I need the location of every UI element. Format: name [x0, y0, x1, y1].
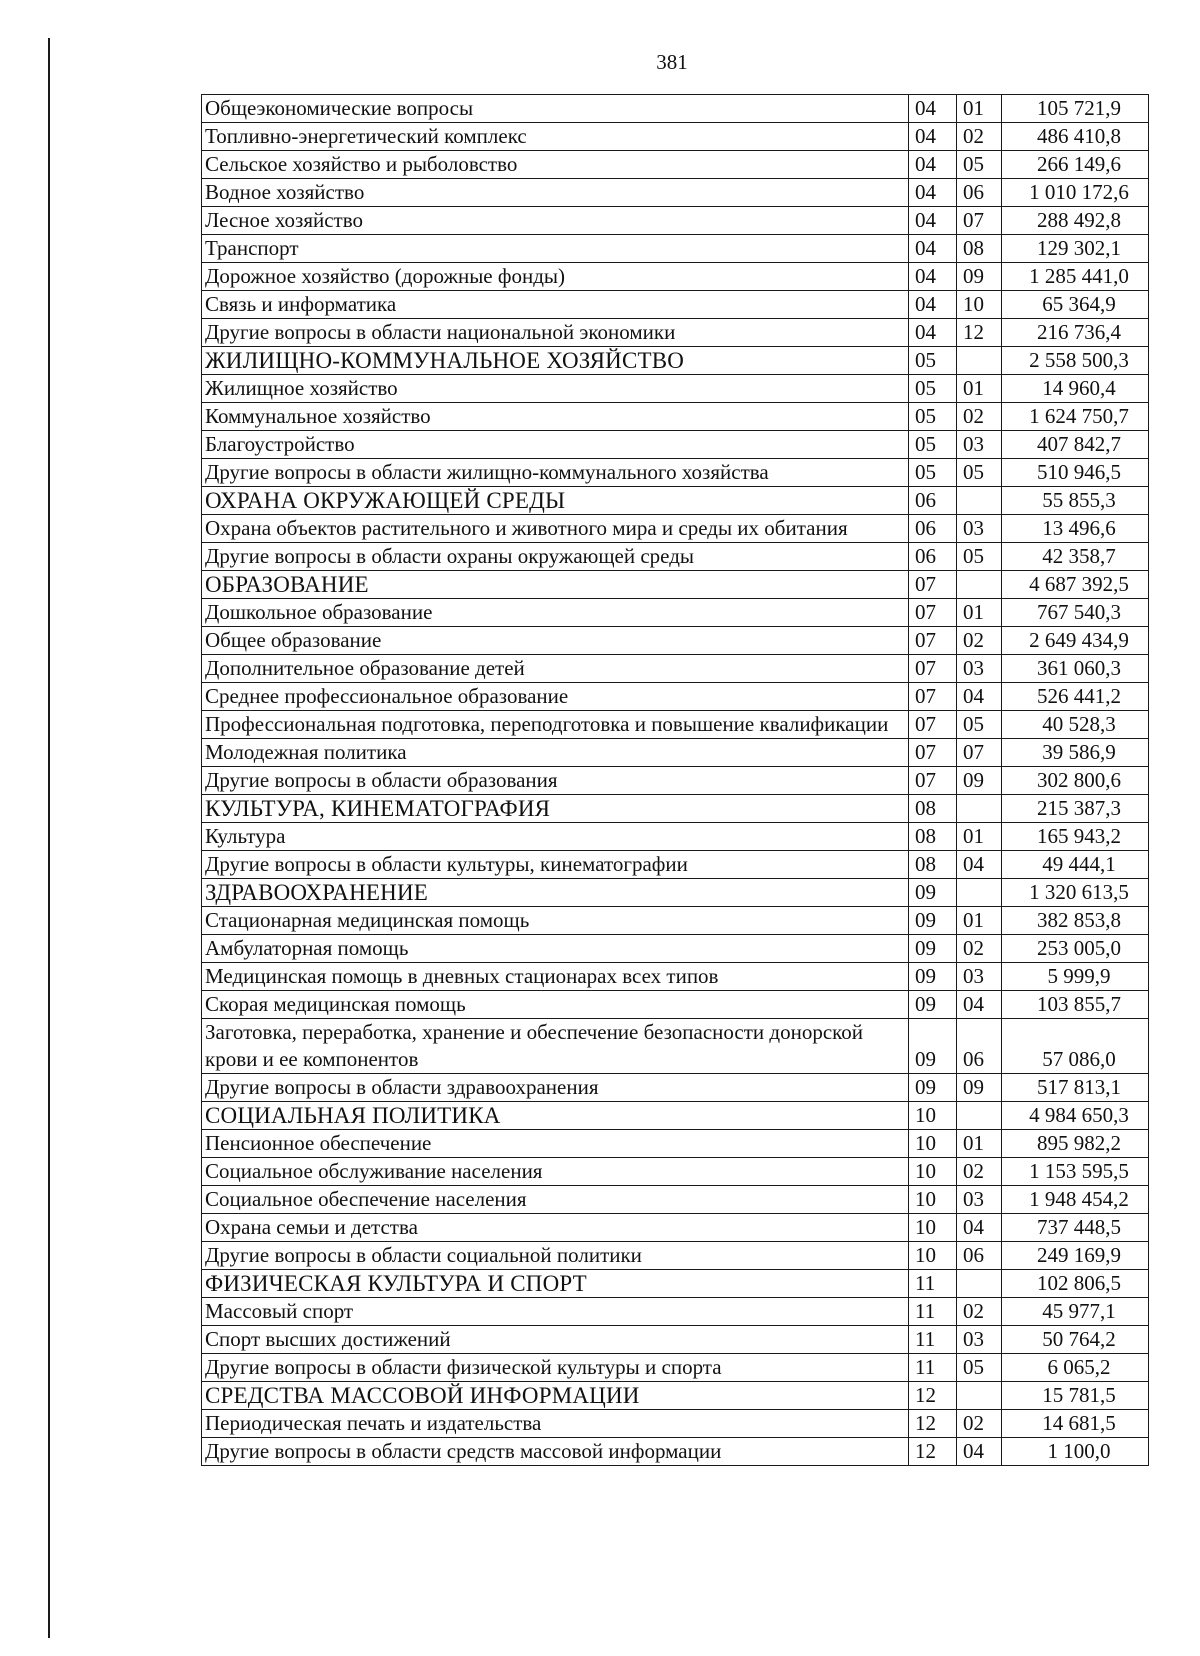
table-row — [202, 991, 1149, 1019]
table-row — [202, 1242, 1149, 1270]
row-section-code-cell: 08 — [909, 795, 957, 823]
row-name-cell: Амбулаторная помощь — [202, 935, 909, 963]
row-name-cell: СРЕДСТВА МАССОВОЙ ИНФОРМАЦИИ — [202, 1382, 909, 1410]
row-name-cell: Скорая медицинская помощь — [202, 991, 909, 1019]
row-section-code-cell: 10 — [909, 1242, 957, 1270]
table-row — [202, 767, 1149, 795]
row-section-code-cell: 10 — [909, 1186, 957, 1214]
row-subsection-code-cell: 05 — [957, 459, 1002, 487]
row-subsection-code-cell: 06 — [957, 1019, 1002, 1074]
row-section-code-cell: 11 — [909, 1326, 957, 1354]
row-subsection-code-cell — [957, 795, 1002, 823]
row-name-cell: Заготовка, переработка, хранение и обеспечение безопасности донорской крови и ее компонентов — [202, 1019, 909, 1074]
row-subsection-code-cell: 05 — [957, 1354, 1002, 1382]
row-amount-cell: 45 977,1 — [1002, 1298, 1149, 1326]
row-amount-cell: 129 302,1 — [1002, 235, 1149, 263]
row-name-cell: ЖИЛИЩНО-КОММУНАЛЬНОЕ ХОЗЯЙСТВО — [202, 347, 909, 375]
table-row — [202, 1438, 1149, 1466]
table-row — [202, 711, 1149, 739]
row-section-code-cell: 04 — [909, 235, 957, 263]
row-section-code-cell: 07 — [909, 571, 957, 599]
row-subsection-code-cell: 10 — [957, 291, 1002, 319]
row-amount-cell: 302 800,6 — [1002, 767, 1149, 795]
row-amount-cell: 1 285 441,0 — [1002, 263, 1149, 291]
table-row — [202, 403, 1149, 431]
row-subsection-code-cell: 05 — [957, 151, 1002, 179]
row-subsection-code-cell: 06 — [957, 179, 1002, 207]
row-amount-cell: 40 528,3 — [1002, 711, 1149, 739]
row-section-code-cell: 04 — [909, 207, 957, 235]
table-row — [202, 543, 1149, 571]
table-row — [202, 823, 1149, 851]
table-row — [202, 1186, 1149, 1214]
table-row — [202, 319, 1149, 347]
section-row — [202, 571, 1149, 599]
row-name-cell: ОБРАЗОВАНИЕ — [202, 571, 909, 599]
row-subsection-code-cell: 07 — [957, 739, 1002, 767]
table-row — [202, 1074, 1149, 1102]
row-section-code-cell: 04 — [909, 179, 957, 207]
table-row — [202, 375, 1149, 403]
table-row — [202, 95, 1149, 123]
row-amount-cell: 510 946,5 — [1002, 459, 1149, 487]
row-subsection-code-cell: 04 — [957, 991, 1002, 1019]
row-section-code-cell: 04 — [909, 263, 957, 291]
row-amount-cell: 2 558 500,3 — [1002, 347, 1149, 375]
row-subsection-code-cell: 09 — [957, 1074, 1002, 1102]
row-amount-cell: 1 320 613,5 — [1002, 879, 1149, 907]
table-row — [202, 1410, 1149, 1438]
row-name-cell: Молодежная политика — [202, 739, 909, 767]
table-row — [202, 179, 1149, 207]
row-amount-cell: 737 448,5 — [1002, 1214, 1149, 1242]
row-section-code-cell: 06 — [909, 487, 957, 515]
row-subsection-code-cell: 03 — [957, 1186, 1002, 1214]
row-amount-cell: 249 169,9 — [1002, 1242, 1149, 1270]
row-name-cell: Другие вопросы в области культуры, кинематографии — [202, 851, 909, 879]
row-name-cell: Профессиональная подготовка, переподготовка и повышение квалификации — [202, 711, 909, 739]
table-row — [202, 459, 1149, 487]
row-section-code-cell: 09 — [909, 1074, 957, 1102]
row-amount-cell: 517 813,1 — [1002, 1074, 1149, 1102]
row-subsection-code-cell: 02 — [957, 1298, 1002, 1326]
section-row — [202, 487, 1149, 515]
table-row — [202, 1019, 1149, 1074]
section-row — [202, 1382, 1149, 1410]
row-section-code-cell: 04 — [909, 95, 957, 123]
table-row — [202, 263, 1149, 291]
row-subsection-code-cell: 09 — [957, 767, 1002, 795]
row-section-code-cell: 12 — [909, 1438, 957, 1466]
row-section-code-cell: 11 — [909, 1270, 957, 1298]
section-row — [202, 347, 1149, 375]
budget-table-body — [202, 95, 1149, 1466]
table-row — [202, 627, 1149, 655]
table-row — [202, 151, 1149, 179]
row-amount-cell: 65 364,9 — [1002, 291, 1149, 319]
row-subsection-code-cell: 02 — [957, 627, 1002, 655]
row-subsection-code-cell: 04 — [957, 851, 1002, 879]
table-row — [202, 1298, 1149, 1326]
section-row — [202, 1102, 1149, 1130]
row-name-cell: СОЦИАЛЬНАЯ ПОЛИТИКА — [202, 1102, 909, 1130]
row-section-code-cell: 12 — [909, 1382, 957, 1410]
row-section-code-cell: 07 — [909, 739, 957, 767]
table-row — [202, 907, 1149, 935]
row-subsection-code-cell: 02 — [957, 403, 1002, 431]
row-name-cell: Общее образование — [202, 627, 909, 655]
row-section-code-cell: 10 — [909, 1214, 957, 1242]
table-row — [202, 935, 1149, 963]
row-section-code-cell: 05 — [909, 403, 957, 431]
table-row — [202, 851, 1149, 879]
row-subsection-code-cell: 01 — [957, 907, 1002, 935]
section-row — [202, 795, 1149, 823]
row-section-code-cell: 08 — [909, 823, 957, 851]
row-subsection-code-cell — [957, 487, 1002, 515]
row-amount-cell: 13 496,6 — [1002, 515, 1149, 543]
row-subsection-code-cell: 01 — [957, 95, 1002, 123]
row-name-cell: Сельское хозяйство и рыболовство — [202, 151, 909, 179]
row-section-code-cell: 07 — [909, 683, 957, 711]
row-name-cell: Благоустройство — [202, 431, 909, 459]
row-name-cell: Связь и информатика — [202, 291, 909, 319]
row-subsection-code-cell — [957, 1270, 1002, 1298]
row-name-cell: Другие вопросы в области средств массовой информации — [202, 1438, 909, 1466]
row-amount-cell: 526 441,2 — [1002, 683, 1149, 711]
row-section-code-cell: 05 — [909, 459, 957, 487]
row-amount-cell: 767 540,3 — [1002, 599, 1149, 627]
table-row — [202, 431, 1149, 459]
row-section-code-cell: 11 — [909, 1298, 957, 1326]
row-name-cell: Коммунальное хозяйство — [202, 403, 909, 431]
row-name-cell: Охрана объектов растительного и животного мира и среды их обитания — [202, 515, 909, 543]
row-subsection-code-cell — [957, 879, 1002, 907]
row-subsection-code-cell: 05 — [957, 543, 1002, 571]
left-margin-rule — [48, 38, 50, 1638]
table-row — [202, 963, 1149, 991]
row-section-code-cell: 09 — [909, 935, 957, 963]
row-subsection-code-cell: 07 — [957, 207, 1002, 235]
row-name-cell: Дорожное хозяйство (дорожные фонды) — [202, 263, 909, 291]
budget-table — [201, 94, 1149, 1466]
table-row — [202, 123, 1149, 151]
row-subsection-code-cell — [957, 347, 1002, 375]
table-row — [202, 1214, 1149, 1242]
row-section-code-cell: 07 — [909, 711, 957, 739]
row-name-cell: Другие вопросы в области охраны окружающей среды — [202, 543, 909, 571]
row-name-cell: Массовый спорт — [202, 1298, 909, 1326]
row-section-code-cell: 09 — [909, 879, 957, 907]
row-amount-cell: 288 492,8 — [1002, 207, 1149, 235]
row-name-cell: Спорт высших достижений — [202, 1326, 909, 1354]
row-subsection-code-cell: 02 — [957, 1158, 1002, 1186]
row-section-code-cell: 11 — [909, 1354, 957, 1382]
row-name-cell: Охрана семьи и детства — [202, 1214, 909, 1242]
row-amount-cell: 6 065,2 — [1002, 1354, 1149, 1382]
row-name-cell: Другие вопросы в области жилищно-коммунального хозяйства — [202, 459, 909, 487]
row-subsection-code-cell: 04 — [957, 1214, 1002, 1242]
row-subsection-code-cell: 01 — [957, 375, 1002, 403]
row-subsection-code-cell — [957, 1102, 1002, 1130]
row-name-cell: КУЛЬТУРА, КИНЕМАТОГРАФИЯ — [202, 795, 909, 823]
row-section-code-cell: 06 — [909, 515, 957, 543]
row-subsection-code-cell: 04 — [957, 683, 1002, 711]
row-amount-cell: 14 681,5 — [1002, 1410, 1149, 1438]
row-amount-cell: 216 736,4 — [1002, 319, 1149, 347]
row-section-code-cell: 04 — [909, 319, 957, 347]
row-name-cell: Периодическая печать и издательства — [202, 1410, 909, 1438]
row-amount-cell: 15 781,5 — [1002, 1382, 1149, 1410]
row-amount-cell: 1 100,0 — [1002, 1438, 1149, 1466]
row-section-code-cell: 04 — [909, 291, 957, 319]
section-row — [202, 879, 1149, 907]
table-row — [202, 1354, 1149, 1382]
table-row — [202, 655, 1149, 683]
row-amount-cell: 57 086,0 — [1002, 1019, 1149, 1074]
row-section-code-cell: 07 — [909, 767, 957, 795]
row-name-cell: ФИЗИЧЕСКАЯ КУЛЬТУРА И СПОРТ — [202, 1270, 909, 1298]
row-subsection-code-cell: 05 — [957, 711, 1002, 739]
row-name-cell: ОХРАНА ОКРУЖАЮЩЕЙ СРЕДЫ — [202, 487, 909, 515]
row-amount-cell: 105 721,9 — [1002, 95, 1149, 123]
row-name-cell: Другие вопросы в области здравоохранения — [202, 1074, 909, 1102]
row-subsection-code-cell: 08 — [957, 235, 1002, 263]
row-section-code-cell: 09 — [909, 963, 957, 991]
row-amount-cell: 5 999,9 — [1002, 963, 1149, 991]
row-amount-cell: 42 358,7 — [1002, 543, 1149, 571]
row-section-code-cell: 09 — [909, 1019, 957, 1074]
row-name-cell: Другие вопросы в области физической культуры и спорта — [202, 1354, 909, 1382]
row-section-code-cell: 10 — [909, 1130, 957, 1158]
row-amount-cell: 407 842,7 — [1002, 431, 1149, 459]
row-subsection-code-cell: 03 — [957, 431, 1002, 459]
row-amount-cell: 382 853,8 — [1002, 907, 1149, 935]
row-amount-cell: 486 410,8 — [1002, 123, 1149, 151]
row-subsection-code-cell — [957, 1382, 1002, 1410]
row-section-code-cell: 07 — [909, 655, 957, 683]
row-name-cell: Лесное хозяйство — [202, 207, 909, 235]
table-row — [202, 207, 1149, 235]
row-amount-cell: 103 855,7 — [1002, 991, 1149, 1019]
table-row — [202, 291, 1149, 319]
row-section-code-cell: 05 — [909, 347, 957, 375]
row-name-cell: ЗДРАВООХРАНЕНИЕ — [202, 879, 909, 907]
row-subsection-code-cell: 03 — [957, 1326, 1002, 1354]
row-subsection-code-cell: 03 — [957, 655, 1002, 683]
row-amount-cell: 49 444,1 — [1002, 851, 1149, 879]
row-amount-cell: 4 984 650,3 — [1002, 1102, 1149, 1130]
row-section-code-cell: 04 — [909, 151, 957, 179]
row-amount-cell: 4 687 392,5 — [1002, 571, 1149, 599]
section-row — [202, 1270, 1149, 1298]
row-amount-cell: 55 855,3 — [1002, 487, 1149, 515]
row-section-code-cell: 07 — [909, 599, 957, 627]
table-row — [202, 1326, 1149, 1354]
table-row — [202, 1130, 1149, 1158]
row-amount-cell: 2 649 434,9 — [1002, 627, 1149, 655]
row-name-cell: Среднее профессиональное образование — [202, 683, 909, 711]
row-name-cell: Топливно-энергетический комплекс — [202, 123, 909, 151]
row-name-cell: Другие вопросы в области социальной политики — [202, 1242, 909, 1270]
row-amount-cell: 361 060,3 — [1002, 655, 1149, 683]
row-amount-cell: 1 948 454,2 — [1002, 1186, 1149, 1214]
row-amount-cell: 39 586,9 — [1002, 739, 1149, 767]
row-subsection-code-cell: 09 — [957, 263, 1002, 291]
row-subsection-code-cell: 03 — [957, 963, 1002, 991]
table-row — [202, 683, 1149, 711]
row-amount-cell: 215 387,3 — [1002, 795, 1149, 823]
row-name-cell: Общеэкономические вопросы — [202, 95, 909, 123]
row-name-cell: Дополнительное образование детей — [202, 655, 909, 683]
row-name-cell: Другие вопросы в области национальной экономики — [202, 319, 909, 347]
row-section-code-cell: 06 — [909, 543, 957, 571]
row-subsection-code-cell: 01 — [957, 823, 1002, 851]
row-name-cell: Стационарная медицинская помощь — [202, 907, 909, 935]
row-amount-cell: 102 806,5 — [1002, 1270, 1149, 1298]
row-subsection-code-cell: 02 — [957, 1410, 1002, 1438]
row-subsection-code-cell: 02 — [957, 123, 1002, 151]
row-subsection-code-cell — [957, 571, 1002, 599]
row-name-cell: Водное хозяйство — [202, 179, 909, 207]
row-section-code-cell: 09 — [909, 907, 957, 935]
row-subsection-code-cell: 03 — [957, 515, 1002, 543]
row-subsection-code-cell: 01 — [957, 599, 1002, 627]
row-name-cell: Медицинская помощь в дневных стационарах всех типов — [202, 963, 909, 991]
row-name-cell: Жилищное хозяйство — [202, 375, 909, 403]
table-row — [202, 599, 1149, 627]
row-subsection-code-cell: 06 — [957, 1242, 1002, 1270]
row-amount-cell: 253 005,0 — [1002, 935, 1149, 963]
row-amount-cell: 50 764,2 — [1002, 1326, 1149, 1354]
table-row — [202, 1158, 1149, 1186]
row-section-code-cell: 08 — [909, 851, 957, 879]
row-amount-cell: 1 010 172,6 — [1002, 179, 1149, 207]
row-section-code-cell: 04 — [909, 123, 957, 151]
row-section-code-cell: 10 — [909, 1158, 957, 1186]
row-subsection-code-cell: 02 — [957, 935, 1002, 963]
row-name-cell: Социальное обслуживание населения — [202, 1158, 909, 1186]
row-amount-cell: 1 624 750,7 — [1002, 403, 1149, 431]
page-number: 381 — [656, 50, 688, 74]
row-subsection-code-cell: 01 — [957, 1130, 1002, 1158]
row-amount-cell: 895 982,2 — [1002, 1130, 1149, 1158]
row-name-cell: Транспорт — [202, 235, 909, 263]
row-section-code-cell: 10 — [909, 1102, 957, 1130]
table-row — [202, 235, 1149, 263]
row-amount-cell: 165 943,2 — [1002, 823, 1149, 851]
table-row — [202, 739, 1149, 767]
row-name-cell: Другие вопросы в области образования — [202, 767, 909, 795]
row-section-code-cell: 12 — [909, 1410, 957, 1438]
row-section-code-cell: 09 — [909, 991, 957, 1019]
row-section-code-cell: 07 — [909, 627, 957, 655]
row-section-code-cell: 05 — [909, 431, 957, 459]
table-row — [202, 515, 1149, 543]
row-amount-cell: 1 153 595,5 — [1002, 1158, 1149, 1186]
row-name-cell: Пенсионное обеспечение — [202, 1130, 909, 1158]
row-subsection-code-cell: 12 — [957, 319, 1002, 347]
row-name-cell: Дошкольное образование — [202, 599, 909, 627]
row-subsection-code-cell: 04 — [957, 1438, 1002, 1466]
row-name-cell: Социальное обеспечение населения — [202, 1186, 909, 1214]
row-name-cell: Культура — [202, 823, 909, 851]
row-section-code-cell: 05 — [909, 375, 957, 403]
row-amount-cell: 266 149,6 — [1002, 151, 1149, 179]
row-amount-cell: 14 960,4 — [1002, 375, 1149, 403]
